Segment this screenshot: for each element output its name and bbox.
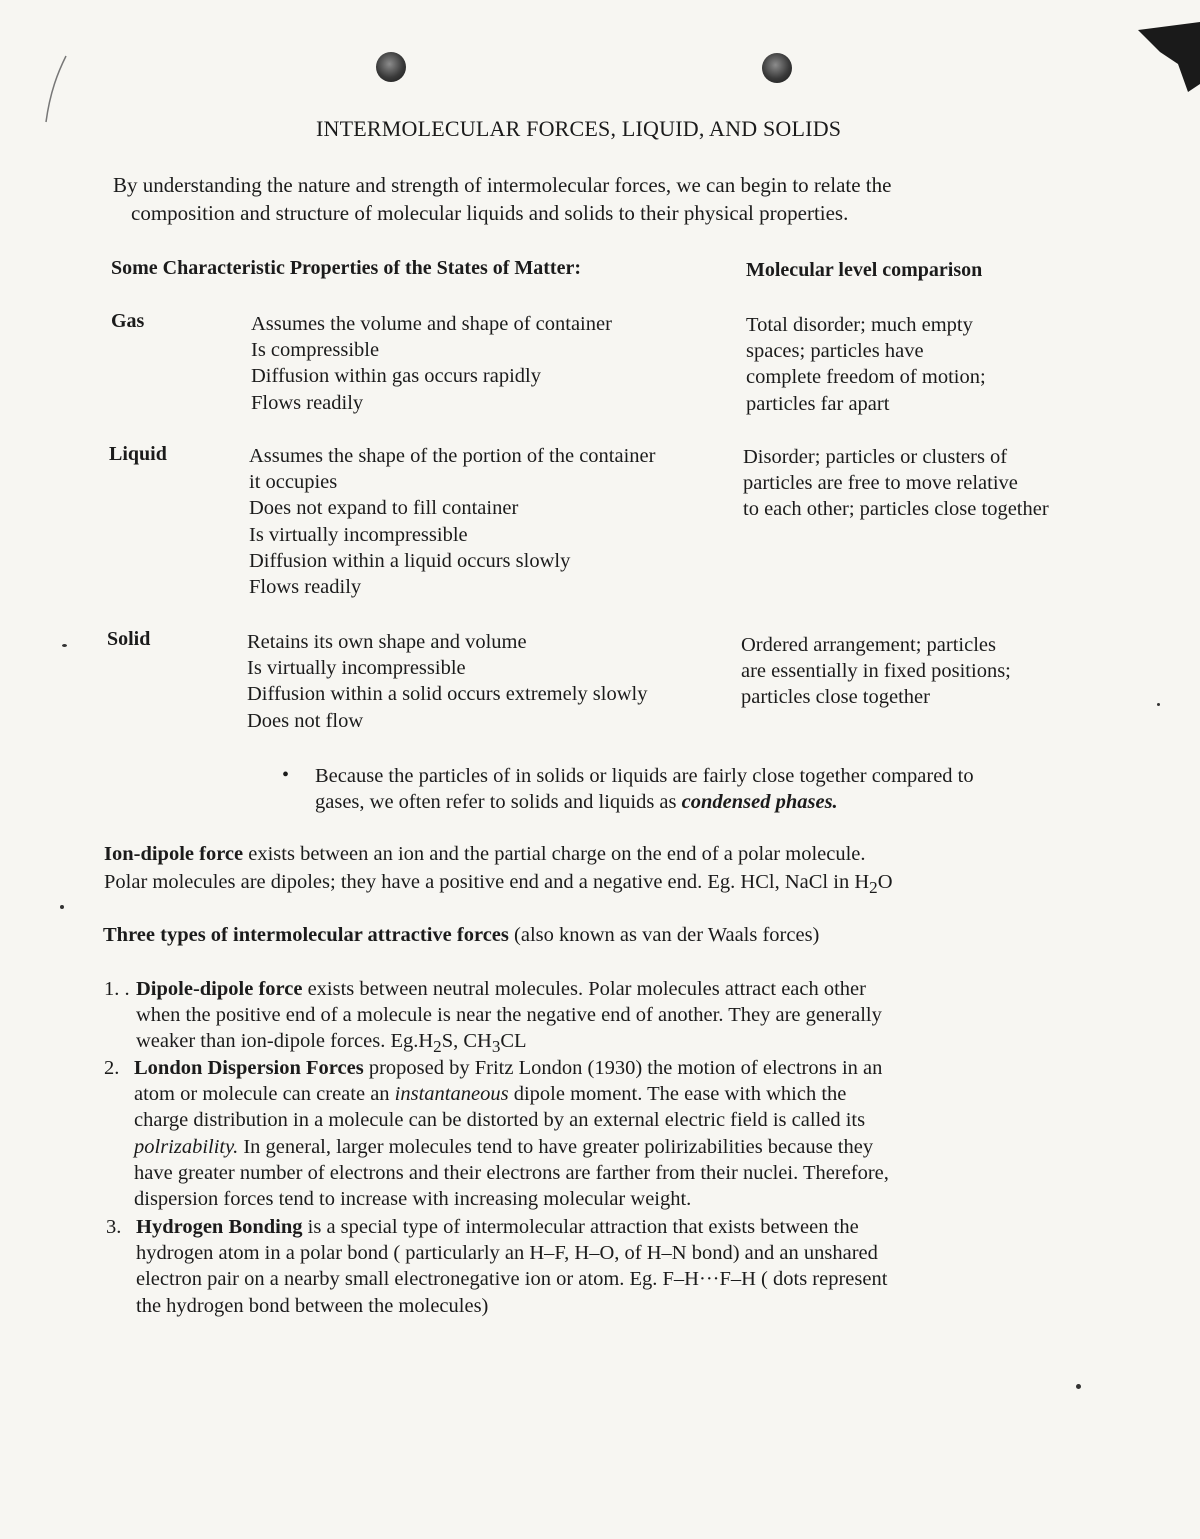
property-line: Diffusion within gas occurs rapidly bbox=[251, 365, 541, 388]
dust-speck bbox=[1157, 703, 1160, 706]
molecular-line: are essentially in fixed positions; bbox=[741, 660, 1011, 683]
item-text: exists between neutral molecules. Polar molecules attract each other bbox=[302, 978, 866, 1000]
item-line: when the positive end of a molecule is near the negative end of another. They are generally bbox=[136, 1004, 882, 1027]
ion-dipole-line-1 bbox=[104, 841, 866, 867]
subscript: 3 bbox=[491, 1037, 501, 1057]
properties-heading: Some Characteristic Properties of the States of Matter: bbox=[111, 257, 582, 279]
london-dispersion-term: London Dispersion Forces bbox=[134, 1057, 364, 1079]
property-line: Assumes the volume and shape of container bbox=[251, 313, 612, 335]
state-label-liquid: Liquid bbox=[109, 443, 167, 465]
dust-speck bbox=[60, 905, 64, 909]
property-line: Flows readily bbox=[249, 576, 362, 599]
intro-line-1: By understanding the nature and strength of intermolecular forces, we can begin to relate the bbox=[113, 173, 892, 197]
bullet-dot: • bbox=[282, 764, 290, 786]
list-item-number: 2. bbox=[104, 1057, 120, 1079]
page-title: INTERMOLECULAR FORCES, LIQUID, AND SOLIDS bbox=[316, 116, 842, 141]
item-line bbox=[136, 976, 882, 1002]
molecular-line: Disorder; particles or clusters of bbox=[743, 446, 1008, 468]
item-line bbox=[136, 1214, 887, 1240]
molecular-line: spaces; particles have bbox=[746, 340, 924, 363]
liquid-molecular bbox=[743, 444, 1049, 523]
molecular-line: complete freedom of motion; bbox=[746, 366, 986, 389]
solid-properties bbox=[247, 629, 647, 734]
property-line: Is virtually incompressible bbox=[249, 523, 468, 546]
polarizability-term: polrizability. bbox=[134, 1135, 239, 1158]
item-line bbox=[134, 1055, 889, 1081]
property-line: it occupies bbox=[249, 471, 338, 494]
condensed-phases-term: condensed phases. bbox=[681, 791, 838, 813]
three-types-rest: (also known as van der Waals forces) bbox=[508, 924, 820, 946]
list-item-number: 1. . bbox=[104, 978, 130, 1000]
property-line: Flows readily bbox=[251, 391, 364, 414]
gas-properties bbox=[251, 311, 612, 416]
property-line: Does not flow bbox=[247, 709, 364, 732]
dipole-dipole-term: Dipole-dipole force bbox=[136, 978, 303, 1000]
subscript: 2 bbox=[869, 878, 878, 898]
list-item-dipole-dipole bbox=[136, 976, 882, 1061]
torn-corner-mark bbox=[1138, 22, 1200, 92]
molecular-line: particles are free to move relative bbox=[743, 472, 1018, 495]
punch-hole-right bbox=[762, 53, 792, 83]
item-line: have greater number of electrons and their electrons are farther from their nuclei. Therefore, bbox=[134, 1161, 889, 1184]
ion-dipole-line-2 bbox=[104, 869, 893, 901]
liquid-properties bbox=[249, 443, 655, 600]
list-item-london-dispersion bbox=[134, 1055, 889, 1212]
item-line bbox=[134, 1081, 889, 1107]
item-line: the hydrogen bond between the molecules) bbox=[136, 1294, 489, 1317]
item-text: proposed by Fritz London (1930) the motion of electrons in an bbox=[363, 1057, 883, 1079]
molecular-line: to each other; particles close together bbox=[743, 498, 1049, 521]
punch-hole-left bbox=[376, 52, 406, 82]
molecular-line: Total disorder; much empty bbox=[746, 314, 973, 336]
property-line: Does not expand to fill container bbox=[249, 497, 519, 520]
property-line: Is virtually incompressible bbox=[247, 657, 466, 680]
item-line: dispersion forces tend to increase with increasing molecular weight. bbox=[134, 1188, 692, 1211]
molecular-comparison-heading: Molecular level comparison bbox=[746, 259, 983, 281]
item-text: weaker than ion-dipole forces. Eg.H bbox=[136, 1030, 434, 1053]
three-types-bold: Three types of intermolecular attractive forces bbox=[103, 924, 509, 946]
item-text: CL bbox=[500, 1030, 527, 1053]
ion-dipole-example-text: Polar molecules are dipoles; they have a positive end and a negative end. Eg. HCl, NaCl in H bbox=[104, 871, 870, 893]
instantaneous-term: instantaneous bbox=[394, 1083, 509, 1106]
item-text: In general, larger molecules tend to have greater polirizabilities because they bbox=[238, 1135, 874, 1158]
list-item-number: 3. bbox=[106, 1216, 122, 1238]
dust-speck bbox=[62, 644, 67, 647]
item-text: dipole moment. The ease with which the bbox=[508, 1083, 847, 1106]
item-text: S, CH bbox=[441, 1030, 492, 1053]
property-line: Assumes the shape of the portion of the container bbox=[249, 445, 656, 467]
property-line: Is compressible bbox=[251, 339, 380, 362]
ion-dipole-definition: exists between an ion and the partial charge on the end of a polar molecule. bbox=[243, 843, 866, 865]
property-line: Diffusion within a liquid occurs slowly bbox=[249, 549, 571, 572]
solid-molecular bbox=[741, 632, 1011, 711]
subscript: 2 bbox=[433, 1037, 442, 1057]
item-line bbox=[134, 1134, 889, 1160]
property-line: Retains its own shape and volume bbox=[247, 631, 527, 653]
item-line: hydrogen atom in a polar bond ( particularly an H–F, H–O, of H–N bond) and an unshared bbox=[136, 1242, 878, 1265]
intro-line-2: composition and structure of molecular liquids and solids to their physical properties. bbox=[131, 201, 849, 225]
bullet-line-1: Because the particles of in solids or liquids are fairly close together compared to bbox=[315, 765, 974, 787]
item-line: charge distribution in a molecule can be distorted by an external electric field is called its bbox=[134, 1109, 866, 1132]
bullet-line-2 bbox=[315, 789, 838, 815]
ion-dipole-term: Ion-dipole force bbox=[104, 843, 244, 865]
item-line: electron pair on a nearby small electronegative ion or atom. Eg. F–H···F–H ( dots represent bbox=[136, 1268, 888, 1291]
molecular-line: Ordered arrangement; particles bbox=[741, 634, 996, 656]
margin-scribble bbox=[36, 52, 76, 132]
molecular-line: particles far apart bbox=[746, 392, 890, 415]
item-text: atom or molecule can create an bbox=[134, 1083, 395, 1106]
list-item-hydrogen-bonding bbox=[136, 1214, 887, 1319]
property-line: Diffusion within a solid occurs extremely slowly bbox=[247, 683, 648, 706]
ion-dipole-example-suffix: O bbox=[877, 871, 893, 893]
state-label-solid: Solid bbox=[107, 628, 151, 650]
item-text: is a special type of intermolecular attraction that exists between the bbox=[302, 1216, 859, 1238]
dust-speck bbox=[1076, 1384, 1081, 1389]
three-types-heading bbox=[103, 922, 819, 948]
state-label-gas: Gas bbox=[111, 310, 145, 332]
hydrogen-bonding-term: Hydrogen Bonding bbox=[136, 1216, 303, 1238]
molecular-line: particles close together bbox=[741, 686, 930, 709]
bullet-line-2-text: gases, we often refer to solids and liquids as bbox=[315, 791, 682, 813]
gas-molecular bbox=[746, 312, 986, 417]
